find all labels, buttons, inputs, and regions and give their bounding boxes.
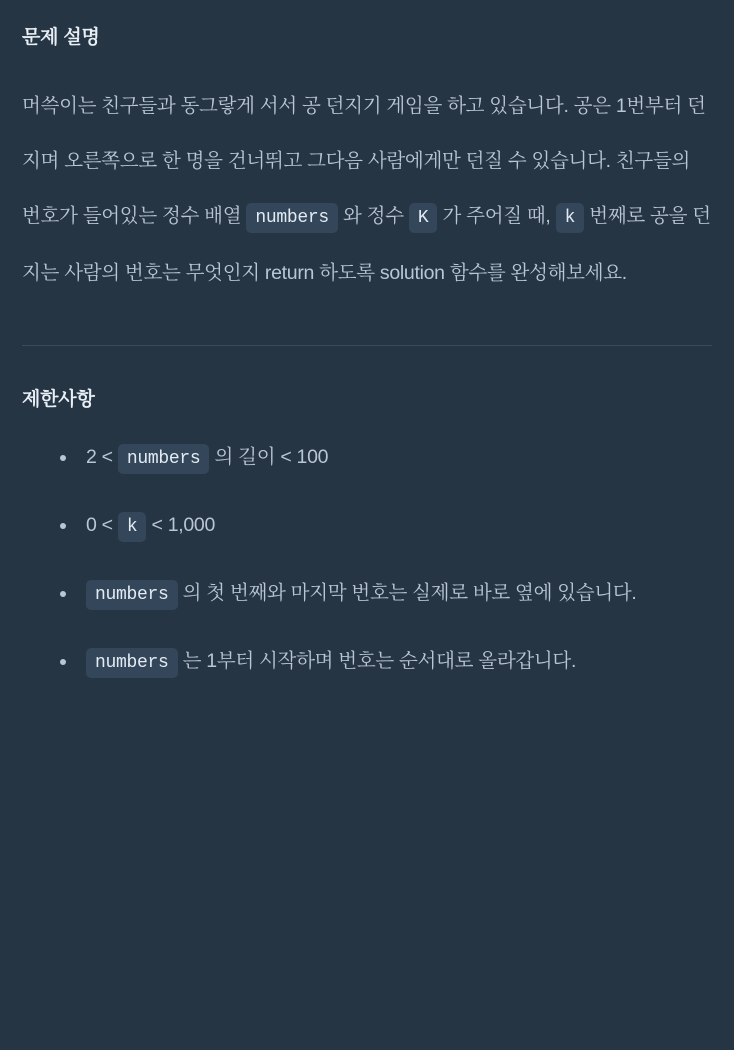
constraint-item: numbers 는 1부터 시작하며 번호는 순서대로 올라갑니다. xyxy=(52,637,712,687)
problem-description-text: 머쓱이는 친구들과 동그랗게 서서 공 던지기 게임을 하고 있습니다. 공은 1번부터 던지며 오른쪽으로 한 명을 건너뛰고 그다음 사람에게만 던질 수 있습니다. 친구들의 번호가 들어있는 정수 배열 numbers 와 정수 K 가 주어질 때, k 번째로 공을 던지는 사람의 번호는 무엇인지 return 하도록 solution 함수를 완성해보세요. xyxy=(22,95,711,284)
inline-code: numbers xyxy=(246,203,338,233)
problem-description-title: 문제 설명 xyxy=(22,27,100,48)
inline-code: k xyxy=(118,512,147,542)
constraint-item: 2 < numbers 의 길이 < 100 xyxy=(52,433,712,483)
constraint-item: numbers 의 첫 번째와 마지막 번호는 실제로 바로 옆에 있습니다. xyxy=(52,569,712,619)
inline-code: numbers xyxy=(86,580,178,610)
constraints-list xyxy=(22,433,712,687)
constraint-item: 0 < k < 1,000 xyxy=(52,501,712,551)
inline-code: numbers xyxy=(118,444,210,474)
section-divider xyxy=(22,345,712,346)
constraints-title: 제한사항 xyxy=(22,389,95,410)
inline-code: k xyxy=(556,203,585,233)
inline-code: K xyxy=(409,203,438,233)
inline-code: numbers xyxy=(86,648,178,678)
